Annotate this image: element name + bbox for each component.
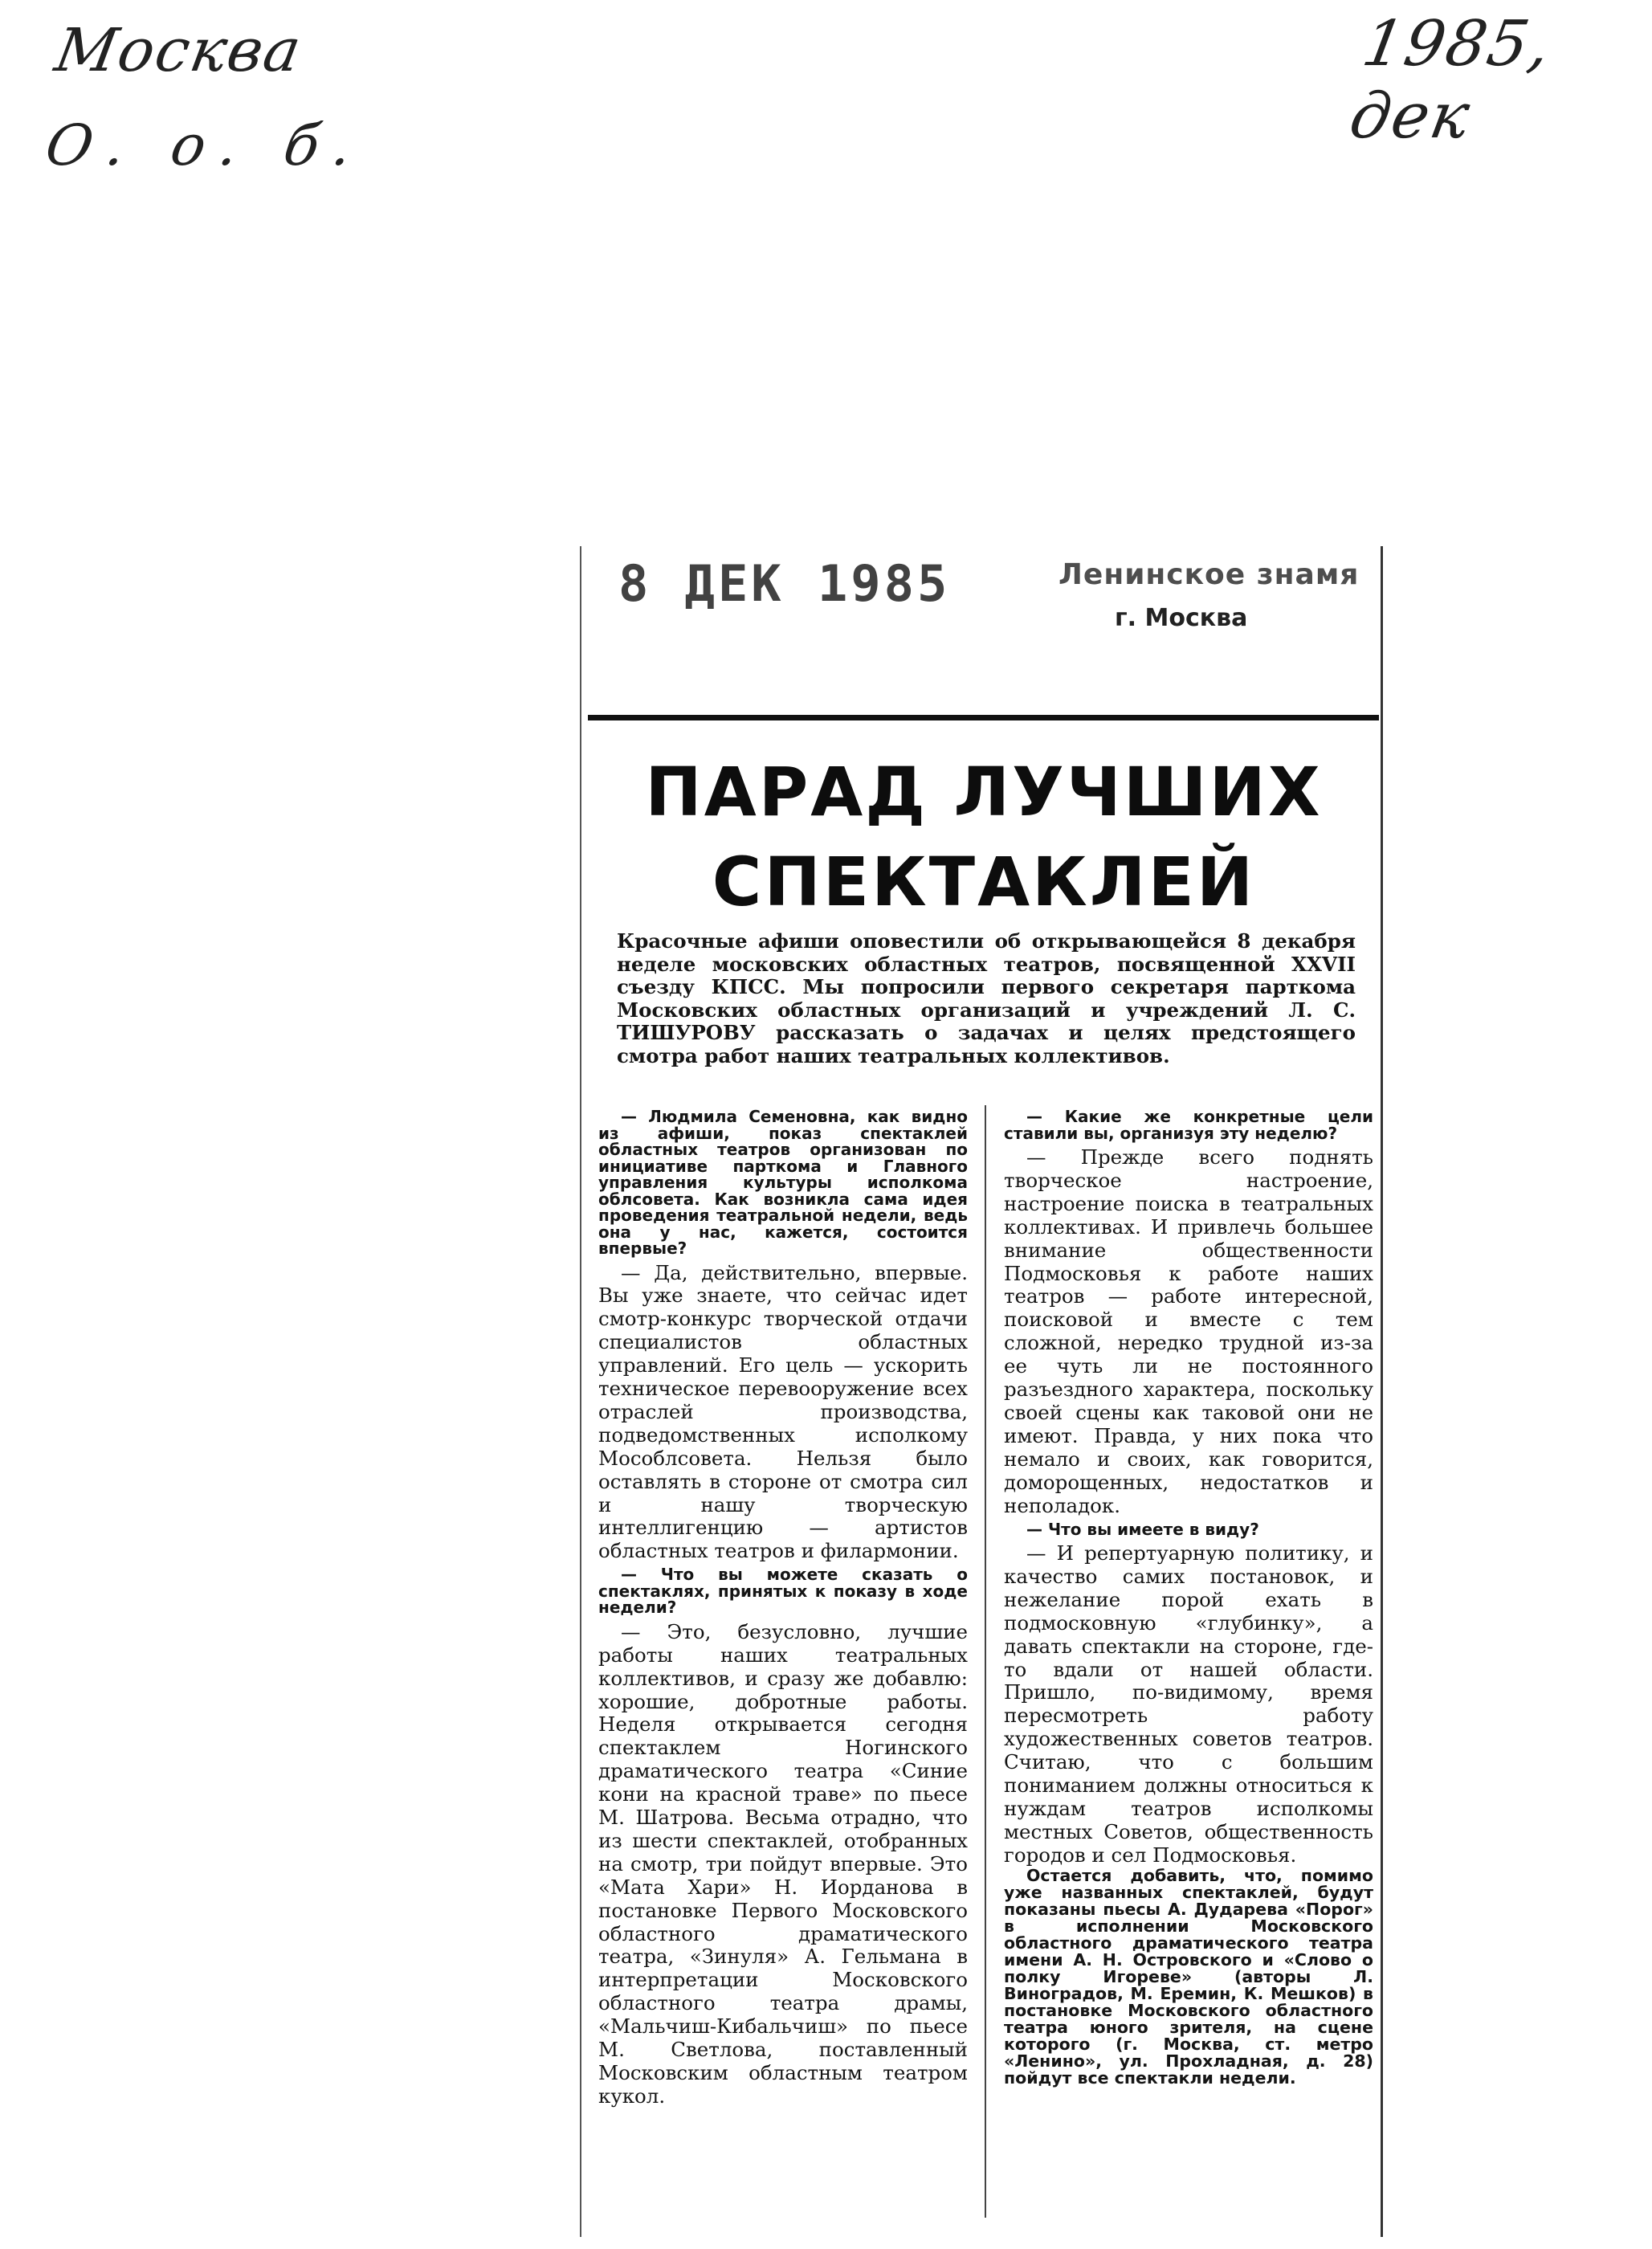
question-4: — Что вы имеете в виду? (1026, 1519, 1259, 1539)
answer-4: — И репертуарную политику, и качество самих постановок, и нежелание порой ехать в подмосковную «глубинку», а давать спектакли на стороне, где-то вдали от нашей области. Пришло, по-видимому, время пересмотреть работу художественных советов театров. Считаю, что с большим пониманием должны относиться к нуждам театров исполкомы местных Советов, общественность городов и сел Подмосковья. (1004, 1541, 1373, 1867)
stamp-date: 8 ДЕК 1985 (618, 554, 951, 613)
article-column-left (598, 1105, 968, 2108)
stamp-newspaper-name: Ленинское знамя (1059, 558, 1360, 591)
handwritten-initials-note: О. о. б. (40, 112, 372, 178)
article-column-right (1004, 1105, 1373, 2087)
article-headline (594, 747, 1373, 927)
question-1: — Людмила Семеновна, как видно из афиши, показ спектаклей областных театров организован по инициативе парткома и Главного управления культуры исполкома облсовета. Как возникла сама идея проведения театральной недели, ведь она у нас, кажется, состоится впервые? (598, 1107, 968, 1258)
handwritten-date-note: 1985, дек (1344, 8, 1558, 153)
answer-1: — Да, действительно, впервые. Вы уже знаете, что сейчас идет смотр-конкурс творческой отдачи специалистов областных управлений. Его цель — ускорить техническое перевооружение всех отраслей производства, подведомственных исполкому Мособлсовета. Нельзя было оставлять в стороне от смотра сил и нашу творческую интеллигенцию — артистов областных театров и филармонии. (598, 1260, 968, 1563)
headline-line-2: СПЕКТАКЛЕЙ (712, 843, 1256, 921)
headline-line-1: ПАРАД ЛУЧШИХ (645, 753, 1323, 831)
stamp-city: г. Москва (1115, 604, 1248, 632)
article-lead: Красочные афиши оповестили об открывающейся 8 декабря неделе московских областных театров, посвященной XXVII съезду КПСС. Мы попросили первого секретаря парткома Московских областных организаций и учреждений Л. С. ТИШУРОВУ рассказать о задачах и целях предстоящего смотра работ наших театральных коллективов. (617, 929, 1356, 1067)
question-3: — Какие же конкретные цели ставили вы, организуя эту неделю? (1004, 1107, 1373, 1143)
answer-2: — Это, безусловно, лучшие работы наших театральных коллективов, и сразу же добавлю: хорошие, добротные работы. Неделя открывается сегодня спектаклем Ногинского драматического театра «Синие кони на красной траве» по пьесе М. Шатрова. Весьма отрадно, что из шести спектаклей, отобранных на смотр, три пойдут впервые. Это «Мата Хари» Н. Иорданова в постановке Первого Московского областного драматического театра, «Зинуля» А. Гельмана в интерпретации Московского областного театра драмы, «Мальчиш-Кибальчиш» по пьесе М. Светлова, поставленный Московским областным театром кукол. (598, 1619, 968, 2108)
answer-3: — Прежде всего поднять творческое настроение, настроение поиска в театральных коллективах. И привлечь большее внимание общественности Подмосковья к работе наших театров — работе интересной, поисковой и вместе с тем сложной, нередко трудной из-за ее чуть ли не постоянного разъездного характера, поскольку своей сцены как таковой они не имеют. Правда, у них пока что немало и своих, как говорится, доморощенных, недостатков и неполадок. (1004, 1145, 1373, 1517)
closing-paragraph: Остается добавить, что, помимо уже названных спектаклей, будут показаны пьесы А. Дударева «Порог» в исполнении Московского областного драматического театра имени А. Н. Островского и «Слово о полку Игореве» (авторы Л. Виноградов, М. Еремин, К. Мешков) в постановке Московского областного театра юного зрителя, на сцене которого (г. Москва, ст. метро «Ленино», ул. Прохладная, д. 28) пойдут все спектакли недели. (1004, 1865, 1373, 2088)
question-2: — Что вы можете сказать о спектаклях, принятых к показу в ходе недели? (598, 1565, 968, 1618)
header-rule (588, 715, 1379, 720)
handwritten-city-note: Москва (50, 16, 308, 85)
column-divider (985, 1105, 986, 2218)
